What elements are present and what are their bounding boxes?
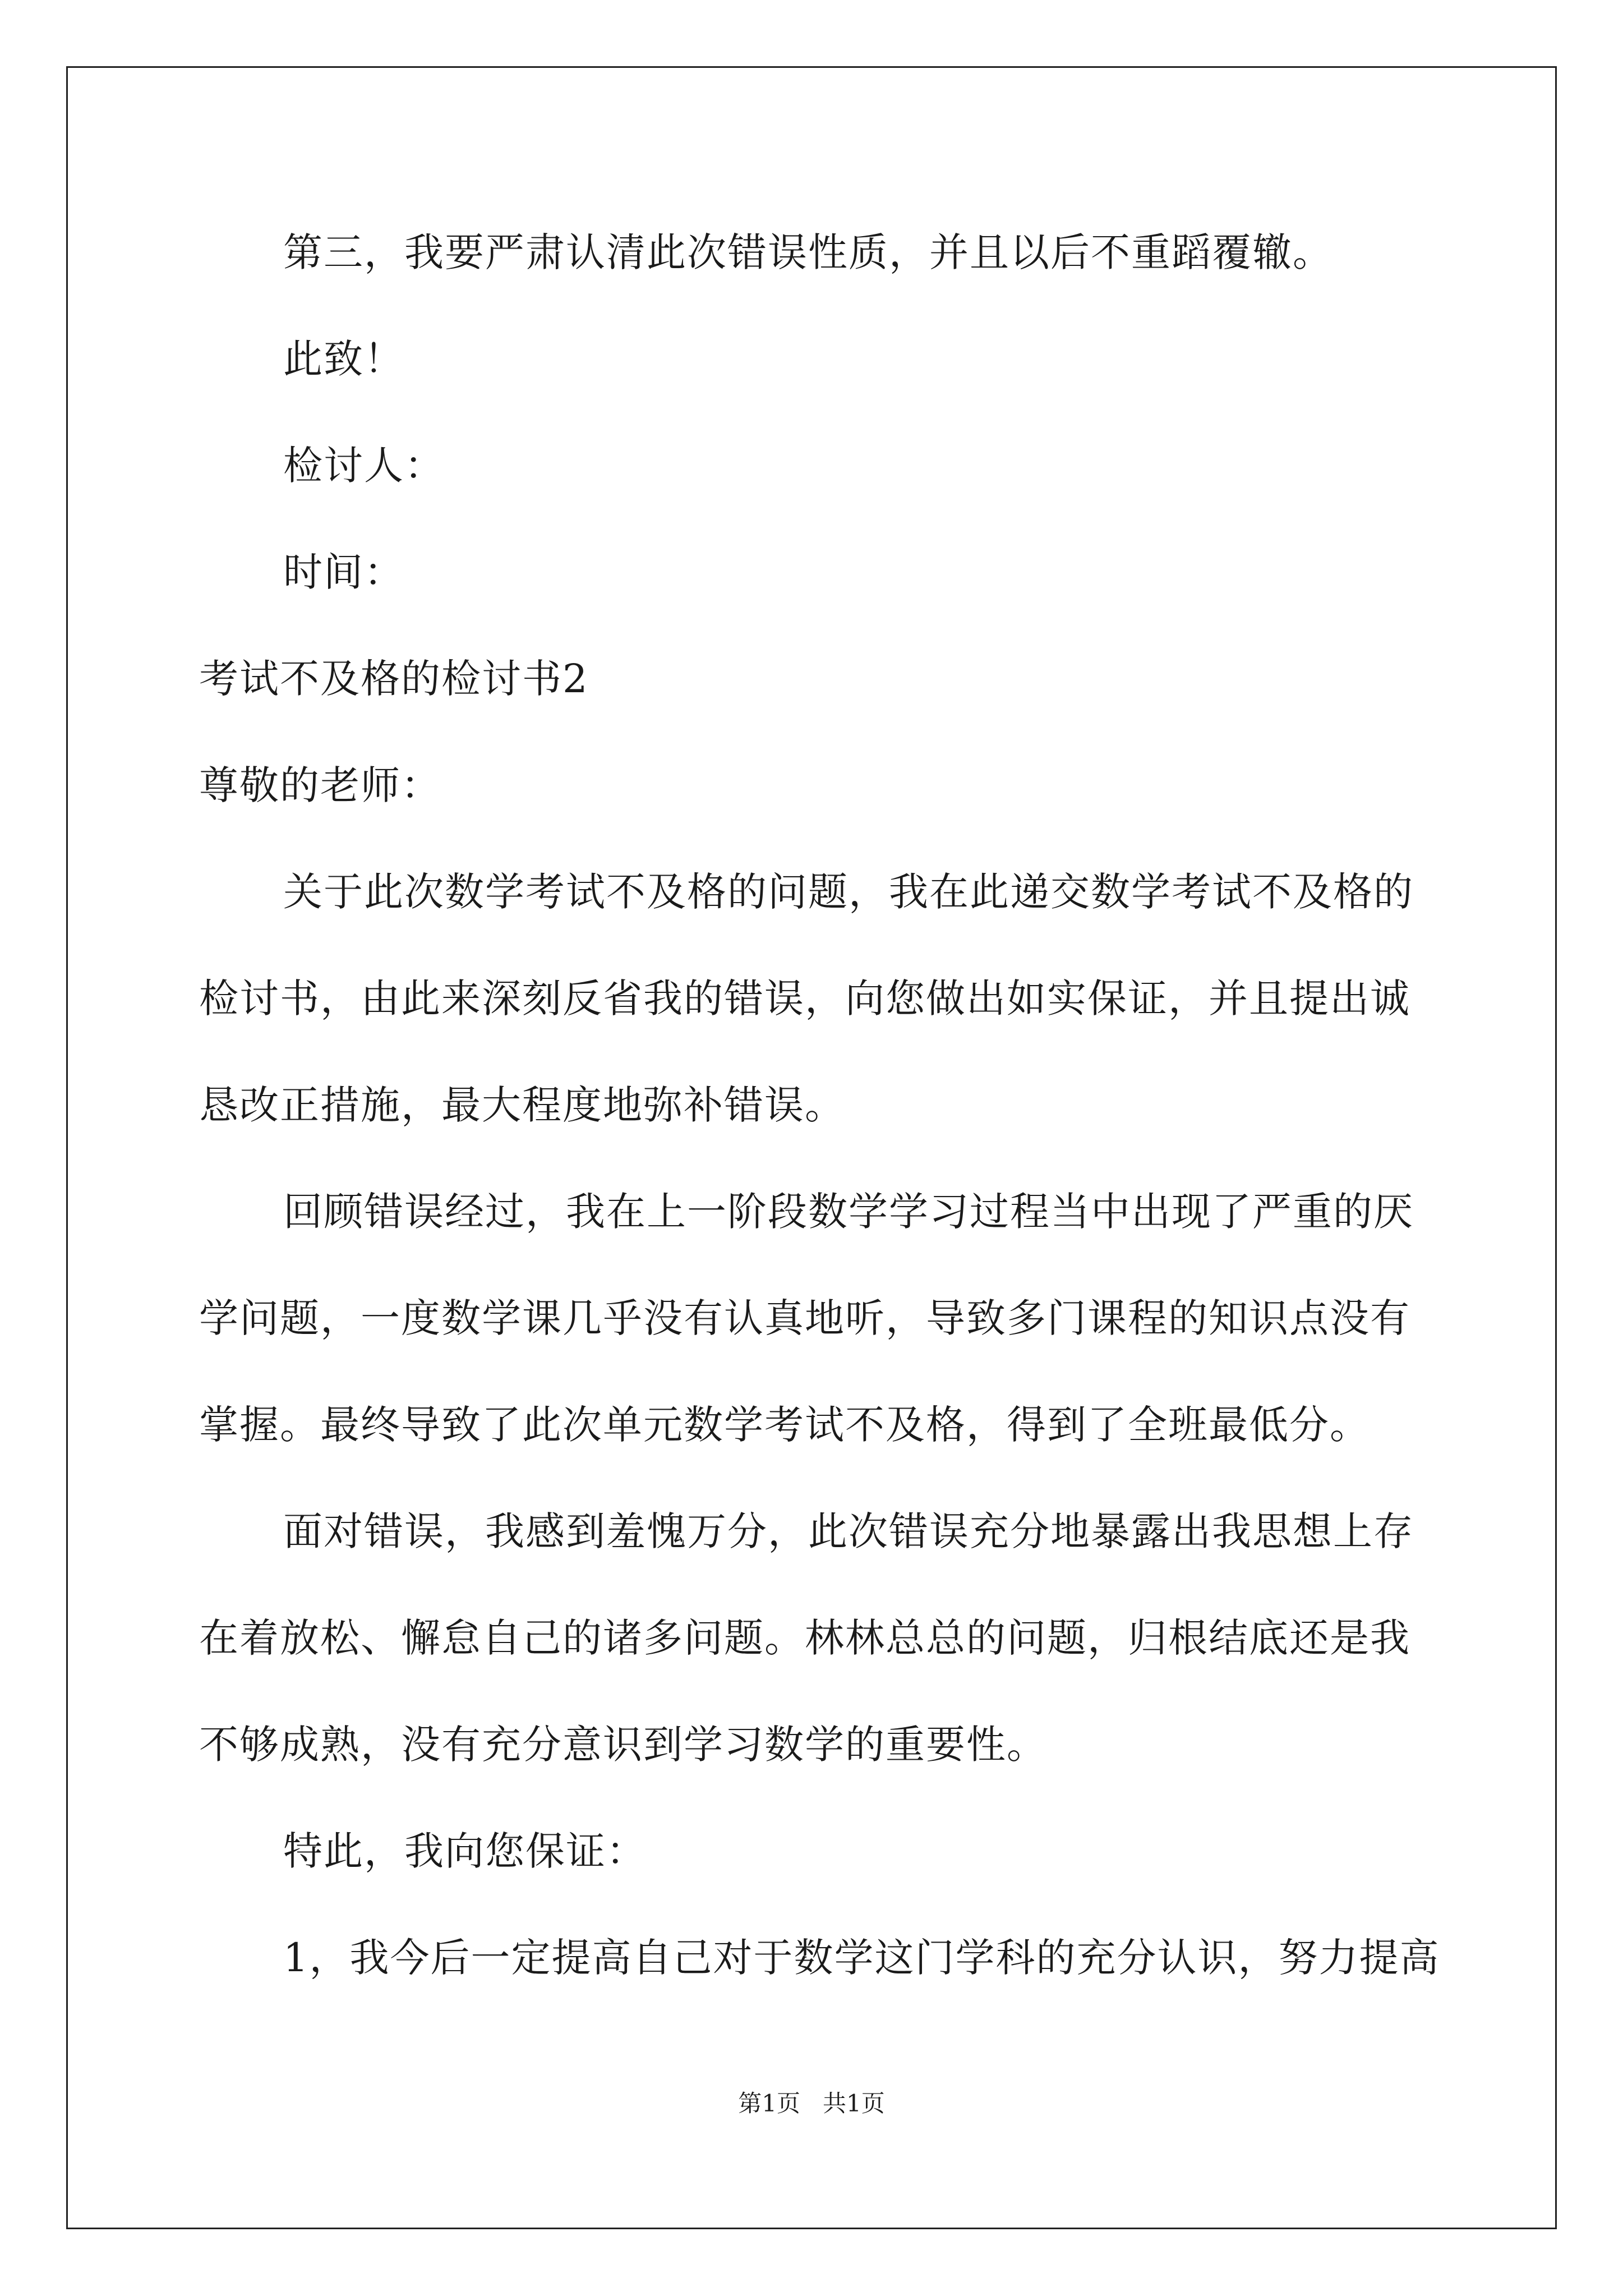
paragraph-line: 回顾错误经过，我在上一阶段数学学习过程当中出现了严重的厌	[283, 1189, 1414, 1235]
paragraph-line: 1，我今后一定提高自己对于数学这门学科的充分认识，努力提高	[283, 1935, 1440, 1981]
section-title: 考试不及格的检讨书2	[199, 656, 589, 702]
paragraph-line: 面对错误，我感到羞愧万分，此次错误充分地暴露出我思想上存	[283, 1508, 1414, 1554]
paragraph-line: 掌握。最终导致了此次单元数学考试不及格，得到了全班最低分。	[199, 1402, 1370, 1448]
page-border	[66, 66, 1557, 2229]
paragraph-line: 第三，我要严肃认清此次错误性质，并且以后不重蹈覆辙。	[283, 229, 1333, 275]
paragraph-line: 不够成熟，没有充分意识到学习数学的重要性。	[199, 1722, 1047, 1768]
signature-line: 检讨人：	[283, 443, 445, 489]
paragraph-line: 检讨书，由此来深刻反省我的错误，向您做出如实保证，并且提出诚	[199, 976, 1410, 1022]
closing-line: 此致！	[283, 336, 404, 382]
paragraph-line: 特此，我向您保证：	[283, 1828, 647, 1874]
paragraph-line: 在着放松、懈怠自己的诸多问题。林林总总的问题，归根结底还是我	[199, 1615, 1410, 1661]
paragraph-line: 学问题，一度数学课几乎没有认真地听，导致多门课程的知识点没有	[199, 1295, 1410, 1341]
paragraph-line: 恳改正措施，最大程度地弥补错误。	[199, 1082, 845, 1128]
salutation: 尊敬的老师：	[199, 762, 441, 808]
date-line: 时间：	[283, 549, 404, 595]
page-number-footer: 第1页 共1页	[738, 2090, 885, 2117]
paragraph-line: 关于此次数学考试不及格的问题，我在此递交数学考试不及格的	[283, 869, 1414, 915]
